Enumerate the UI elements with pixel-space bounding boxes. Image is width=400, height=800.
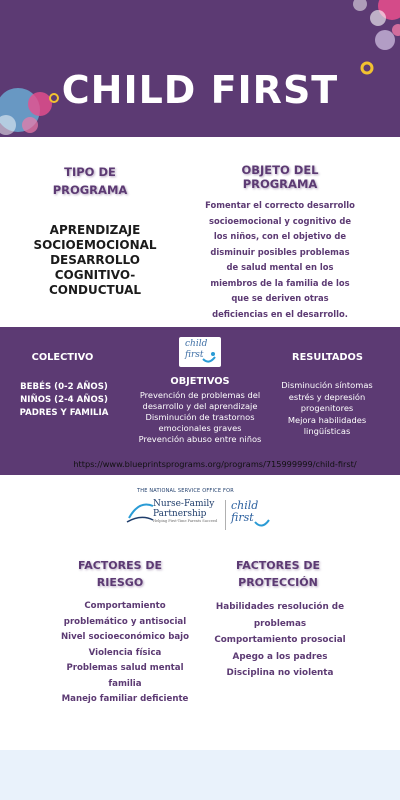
list-item: Mejora habilidades lingüísticas bbox=[287, 414, 367, 436]
factores-riesgo-heading: FACTORES DE RIESGO bbox=[77, 559, 163, 589]
nfp-name-line1: Nurse-Family bbox=[153, 499, 215, 509]
riesgo-list bbox=[55, 599, 195, 708]
list-item: Comportamiento problemático y antisocial bbox=[63, 601, 187, 627]
list-item: NIÑOS (2-4 AÑOS) bbox=[20, 395, 108, 405]
source-link[interactable]: https://www.blueprintsprograms.org/programs/715999999/child-first/ bbox=[73, 459, 357, 469]
list-item: Disminución síntomas estrés y depresión progenitores bbox=[281, 380, 373, 413]
list-item: PADRES Y FAMILIA bbox=[19, 408, 109, 418]
factores-proteccion-heading: FACTORES DE PROTECCIÓN bbox=[235, 559, 321, 589]
list-item: Habilidades resolución de problemas bbox=[215, 602, 345, 629]
logo-swirl-icon bbox=[179, 337, 221, 367]
proteccion-list bbox=[210, 599, 350, 682]
resultados-list bbox=[272, 380, 382, 438]
nurse-family-swoosh-icon bbox=[125, 498, 155, 526]
objeto-programa-heading: OBJETO DEL PROGRAMA bbox=[241, 163, 319, 191]
list-item: Manejo familiar deficiente bbox=[61, 694, 189, 704]
logo-divider bbox=[225, 500, 226, 530]
list-item: BEBÉS (0-2 AÑOS) bbox=[20, 382, 108, 392]
nfp-name-line2: Partnership bbox=[153, 509, 207, 519]
list-item: Problemas salud mental familia bbox=[66, 663, 184, 689]
cf-logo-first: first bbox=[231, 511, 254, 524]
colectivo-heading: COLECTIVO bbox=[31, 352, 94, 363]
tipo-programa-heading: TIPO DE PROGRAMA bbox=[52, 165, 128, 197]
resultados-heading: RESULTADOS bbox=[292, 352, 363, 363]
partner-logo-caption: THE NATIONAL SERVICE OFFICE FOR bbox=[137, 488, 234, 494]
partner-logo bbox=[125, 488, 275, 538]
list-item: Disciplina no violenta bbox=[226, 668, 334, 678]
page-title: CHILD FIRST bbox=[61, 68, 339, 112]
tipo-programa-value: APRENDIZAJE SOCIOEMOCIONAL DESARROLLO COGNITIVO-CONDUCTUAL bbox=[33, 223, 157, 297]
objeto-programa-text: Fomentar el correcto desarrollo socioemocional y cognitivo de los niños, con el objetivo de disminuir posibles problemas de salud mental en los miembros de la familia de los que se deriven otras deficiencias en el desarrollo. bbox=[205, 200, 355, 319]
list-item: Apego a los padres bbox=[232, 651, 328, 662]
colectivo-list bbox=[10, 381, 118, 420]
cf-swirl-icon bbox=[253, 516, 273, 530]
list-item: Prevención de problemas del desarrollo y del aprendizaje bbox=[139, 390, 261, 411]
logo-text-child: child bbox=[185, 339, 208, 349]
list-item: Violencia física bbox=[88, 647, 162, 658]
list-item: Disminución de trastornos emocionales graves bbox=[145, 412, 255, 433]
objetivos-list bbox=[132, 390, 268, 445]
list-item: Comportamiento prosocial bbox=[214, 635, 346, 645]
logo-text-first: first bbox=[185, 350, 204, 360]
objetivos-heading: OBJETIVOS bbox=[170, 376, 230, 387]
footer-band bbox=[0, 750, 400, 800]
list-item: Nivel socioeconómico bajo bbox=[60, 632, 189, 642]
list-item: Prevención abuso entre niños bbox=[138, 434, 262, 444]
nfp-tagline: Helping First-Time Parents Succeed bbox=[153, 519, 218, 523]
child-first-logo bbox=[179, 337, 221, 367]
cf-logo-child: child bbox=[231, 499, 259, 512]
